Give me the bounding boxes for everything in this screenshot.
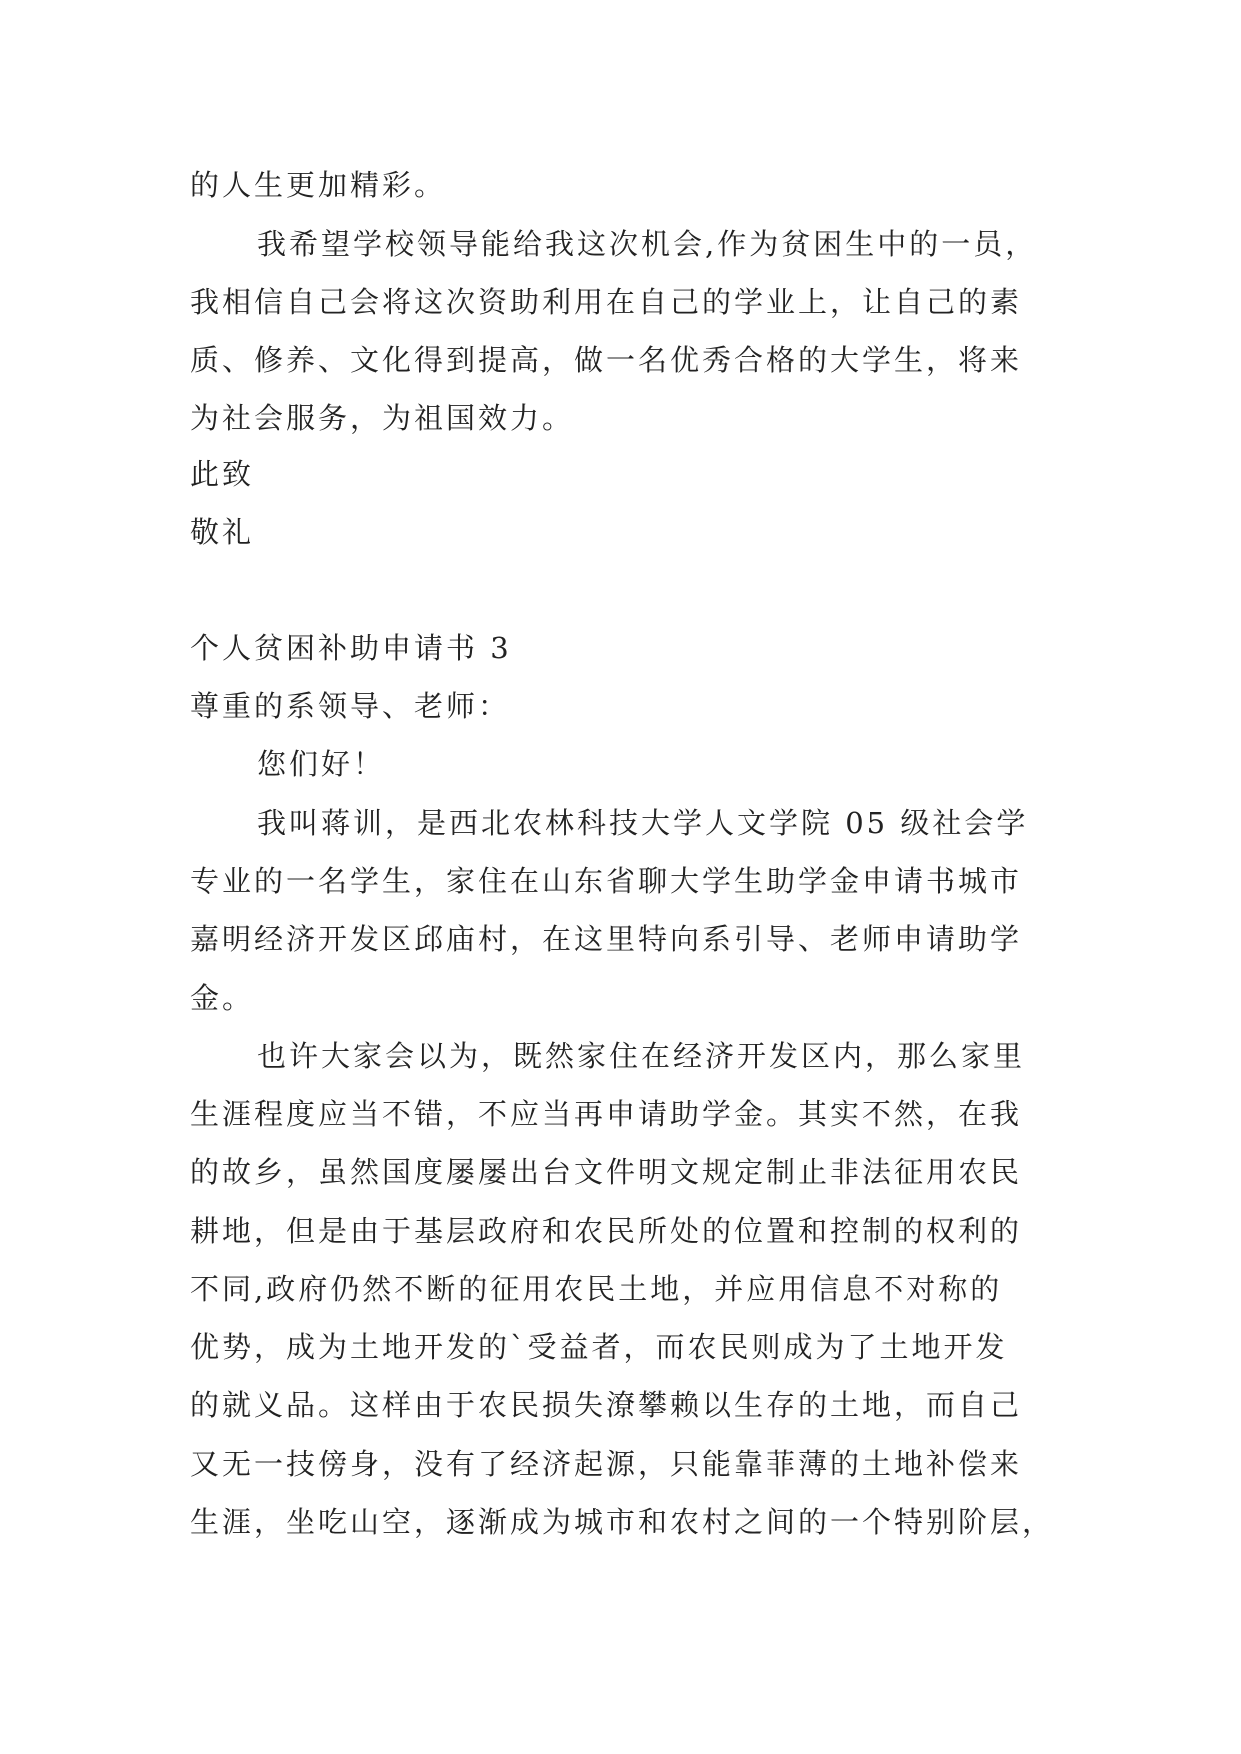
- closing-salutation: 敬礼: [190, 515, 255, 549]
- paragraph-line: 专业的一名学生，家住在山东省聊大学生助学金申请书城市: [190, 864, 1023, 898]
- salutation: 尊重的系领导、老师：: [190, 689, 511, 723]
- paragraph-line: 的就义品。这样由于农民损失潦攀赖以生存的土地，而自己: [190, 1388, 1023, 1422]
- paragraph-line: 为社会服务，为祖国效力。: [190, 401, 575, 435]
- closing-line: 此致: [190, 457, 255, 491]
- paragraph-line: 我叫蒋训，是西北农林科技大学人文学院 05 级社会学: [257, 806, 1029, 840]
- paragraph-line: 我相信自己会将这次资助利用在自己的学业上，让自己的素: [190, 285, 1023, 319]
- paragraph-line: 生涯，坐吃山空，逐渐成为城市和农村之间的一个特别阶层，: [190, 1505, 1055, 1539]
- paragraph-line: 的故乡，虽然国度屡屡出台文件明文规定制止非法征用农民: [190, 1155, 1023, 1189]
- paragraph-line: 不同,政府仍然不断的征用农民土地，并应用信息不对称的: [190, 1272, 1003, 1306]
- paragraph-line: 质、修养、文化得到提高，做一名优秀合格的大学生，将来: [190, 343, 1023, 377]
- paragraph-line: 的人生更加精彩。: [190, 168, 447, 202]
- paragraph-line: 生涯程度应当不错，不应当再申请助学金。其实不然，在我: [190, 1097, 1023, 1131]
- paragraph-line: 耕地，但是由于基层政府和农民所处的位置和控制的权利的: [190, 1214, 1023, 1248]
- section-title: 个人贫困补助申请书 3: [190, 631, 512, 665]
- paragraph-line: 我希望学校领导能给我这次机会,作为贫困生中的一员，: [257, 227, 1038, 261]
- greeting: 您们好！: [257, 747, 386, 781]
- paragraph-line: 嘉明经济开发区邱庙村，在这里特向系引导、老师申请助学: [190, 922, 1023, 956]
- paragraph-line: 优势，成为土地开发的`受益者，而农民则成为了土地开发: [190, 1330, 1008, 1364]
- paragraph-line: 金。: [190, 981, 255, 1015]
- paragraph-line: 又无一技傍身，没有了经济起源，只能靠菲薄的土地补偿来: [190, 1447, 1023, 1481]
- paragraph-line: 也许大家会以为，既然家住在经济开发区内，那么家里: [257, 1039, 1026, 1073]
